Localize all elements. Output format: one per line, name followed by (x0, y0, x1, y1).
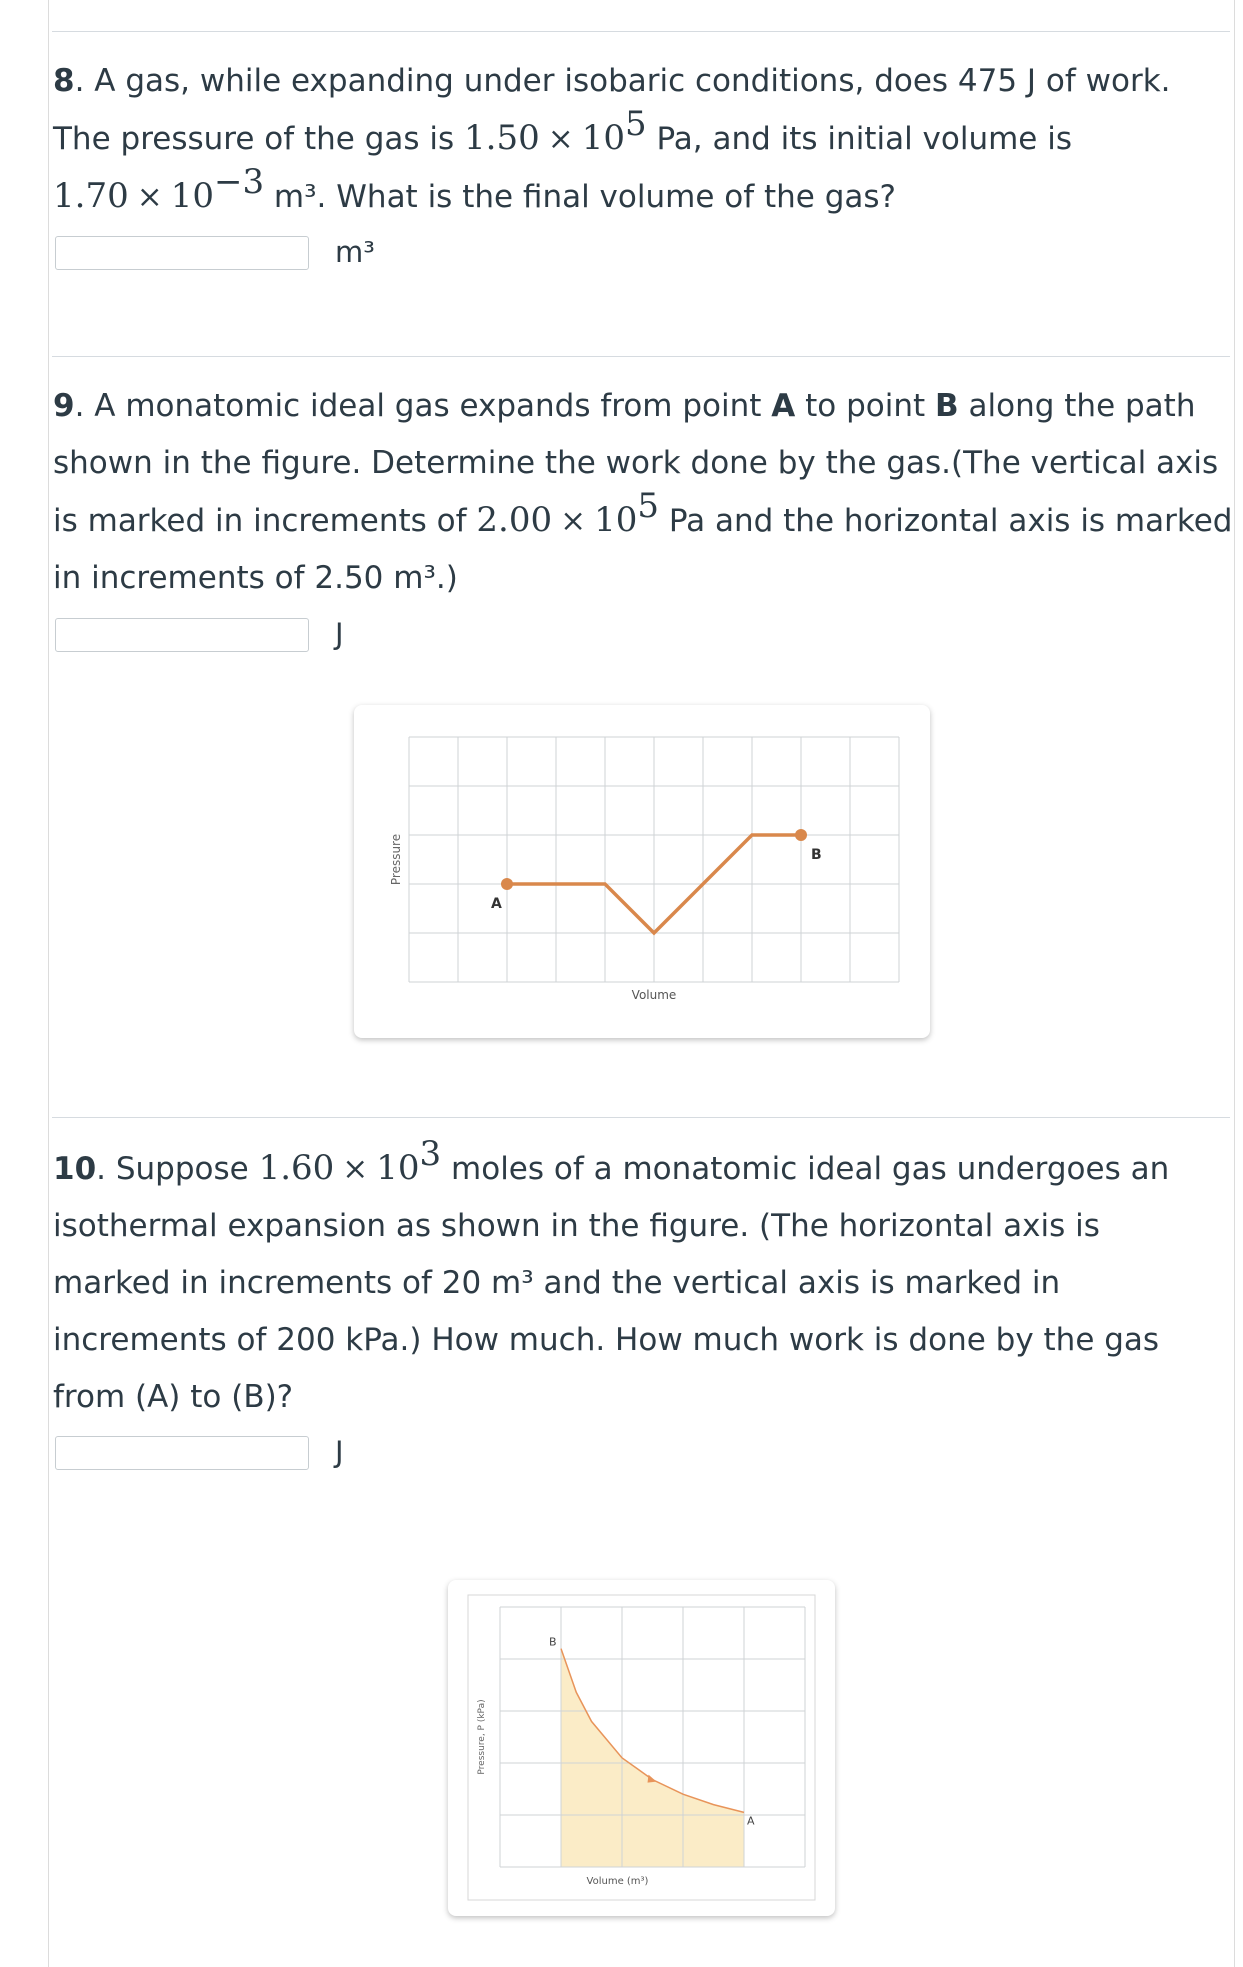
pv-path-chart (354, 705, 930, 1038)
figure-card-q10 (448, 1580, 835, 1916)
question-number: 8 (53, 63, 75, 99)
answer-unit: m³ (335, 235, 375, 269)
content-right-border (1234, 0, 1235, 1967)
isothermal-chart (448, 1580, 835, 1916)
point-b-marker (795, 829, 807, 841)
y-axis-label: Pressure, P (kPa) (477, 1699, 487, 1775)
question-number: 9 (53, 388, 75, 424)
question-9-text: 9. A monatomic ideal gas expands from point A to point B along the path shown in the figure. Determine the work done by the gas.(The vertical axis is marked in increments of $2.00 \times 10^5$ Pa and the horizontal axis is marked in increments of 2.50 m³.) (53, 388, 1233, 596)
question-divider (52, 31, 1230, 32)
question-number: 10 (53, 1151, 97, 1187)
point-a-label: A (491, 896, 502, 912)
question-10-answer-input[interactable] (55, 1436, 309, 1470)
answer-unit: J (335, 617, 344, 651)
question-divider (52, 1117, 1230, 1118)
answer-unit: J (335, 1435, 344, 1469)
question-8-answer-input[interactable] (55, 236, 309, 270)
point-b-label: B (549, 1635, 557, 1649)
point-a-marker (501, 878, 513, 890)
question-divider (52, 356, 1230, 357)
point-a-label: A (747, 1814, 755, 1828)
work-area (561, 1649, 744, 1867)
x-axis-label: Volume (631, 988, 677, 1002)
x-axis-label: Volume (m³) (586, 1876, 649, 1887)
question-10-text: 10. Suppose $1.60 \times 10^3$ moles of a monatomic ideal gas undergoes an isothermal expansion as shown in the figure. (The horizontal axis is marked in increments of 20 m³ and the vertical axis is marked in increments of 200 kPa.) How much. How much work is done by the gas from (A) to (B)? (53, 1134, 1170, 1415)
y-axis-label: Pressure (389, 833, 403, 886)
question-9-answer-input[interactable] (55, 618, 309, 652)
direction-arrow (648, 1775, 657, 1783)
question-8-text: 8. A gas, while expanding under isobaric conditions, does 475 J of work. The pressure of the gas is $1.50 \times 10^5$ Pa, and its initial volume is $1.70 \times 10^{-3}$ m³. What is the final volume of the gas? (53, 63, 1171, 216)
point-b-label: B (811, 847, 822, 863)
content-left-border (48, 0, 49, 1967)
chart-area (561, 1649, 744, 1867)
figure-card-q9 (354, 705, 930, 1038)
chart-grid (409, 737, 899, 982)
